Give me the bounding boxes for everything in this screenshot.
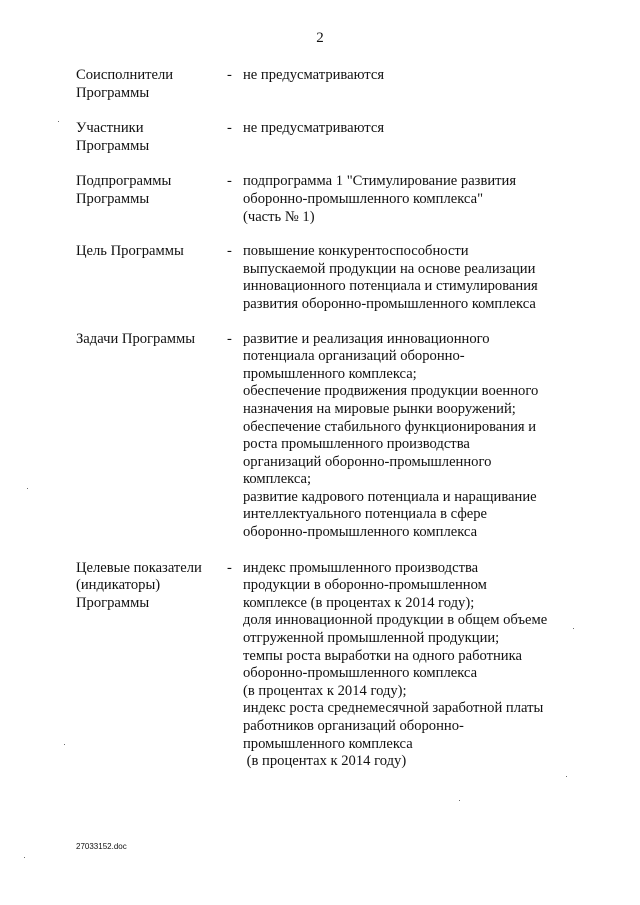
content-line: темпы роста выработки на одного работника: [243, 647, 522, 664]
row-label: [76, 243, 227, 261]
content-line: (в процентах к 2014 году): [243, 753, 407, 770]
scan-speck: [58, 121, 59, 122]
row-content: [243, 560, 596, 771]
scan-speck: [24, 857, 25, 858]
label-line: Программы: [76, 137, 150, 154]
content-line: (часть № 1): [243, 208, 315, 225]
row-dash: -: [227, 559, 232, 576]
label-line: Задачи Программы: [76, 330, 196, 347]
row-label: [76, 173, 227, 208]
row-label: [76, 67, 227, 102]
content-line: не предусматриваются: [243, 67, 385, 83]
content-line: повышение конкурентоспособности: [243, 243, 469, 260]
content-line: развитие и реализация инновационного: [243, 330, 490, 347]
row-content: [243, 173, 596, 226]
scan-speck: [566, 776, 567, 777]
row-label: [76, 560, 227, 613]
content-line: развития оборонно-промышленного комплекса: [243, 295, 536, 312]
content-line: индекс роста среднемесячной заработной платы: [243, 700, 544, 717]
label-line: Программы: [76, 190, 150, 207]
content-line: продукции в оборонно-промышленном: [243, 577, 487, 594]
row-participants: [76, 120, 596, 155]
row-dash: -: [227, 330, 232, 347]
row-content: [243, 67, 596, 85]
row-dash: -: [227, 173, 232, 190]
content-line: развитие кадрового потенциала и наращивание: [243, 488, 537, 505]
row-subprograms: [76, 173, 596, 226]
label-line: (индикаторы): [76, 577, 161, 594]
content-line: отгруженной промышленной продукции;: [243, 630, 500, 647]
row-dash: -: [227, 120, 232, 137]
content-line: назначения на мировые рынки вооружений;: [243, 400, 516, 417]
content-line: комплекса;: [243, 471, 312, 488]
content-line: выпускаемой продукции на основе реализации: [243, 260, 536, 277]
row-content: [243, 243, 596, 313]
content-line: комплексе (в процентах к 2014 году);: [243, 594, 475, 611]
row-content: [243, 120, 596, 138]
content-line: доля инновационной продукции в общем объеме: [243, 612, 548, 629]
label-line: Участники: [76, 120, 144, 137]
scan-speck: [27, 488, 28, 489]
row-tasks: [76, 331, 596, 542]
row-content: [243, 331, 596, 542]
content-line: организаций оборонно-промышленного: [243, 453, 492, 470]
row-target-indicators: [76, 560, 596, 771]
row-goal: [76, 243, 596, 313]
content-line: промышленного комплекса: [243, 735, 413, 752]
content-line: работников организаций оборонно-: [243, 718, 464, 734]
content-line: не предусматриваются: [243, 120, 385, 137]
content-line: подпрограмма 1 "Стимулирование развития: [243, 173, 517, 190]
content-line: оборонно-промышленного комплекса: [243, 524, 478, 541]
row-label: [76, 331, 227, 349]
content-line: инновационного потенциала и стимулирования: [243, 278, 538, 295]
content-line: интеллектуального потенциала в сфере: [243, 506, 488, 523]
footer-filename: 27033152.doc: [76, 842, 127, 851]
label-line: Цель Программы: [76, 243, 184, 260]
label-line: Подпрограммы: [76, 173, 172, 190]
label-line: Целевые показатели: [76, 559, 202, 576]
label-line: Программы: [76, 84, 150, 101]
content-line: роста промышленного производства: [243, 436, 470, 453]
content-line: индекс промышленного производства: [243, 559, 479, 576]
label-line: Соисполнители: [76, 67, 174, 83]
content-line: обеспечение продвижения продукции военного: [243, 383, 539, 400]
content-line: (в процентах к 2014 году);: [243, 682, 407, 699]
scan-speck: [64, 744, 65, 745]
content-line: промышленного комплекса;: [243, 365, 417, 382]
scan-speck: [573, 628, 574, 629]
scan-speck: [459, 800, 460, 801]
passport-table: [76, 67, 596, 771]
content-line: обеспечение стабильного функционирования и: [243, 418, 537, 435]
page-number: 2: [316, 30, 324, 46]
content-line: потенциала организаций оборонно-: [243, 348, 465, 365]
row-label: [76, 120, 227, 155]
row-dash: -: [227, 243, 232, 260]
row-co-executors: [76, 67, 596, 102]
label-line: Программы: [76, 594, 150, 611]
row-dash: -: [227, 67, 232, 83]
content-line: оборонно-промышленного комплекса: [243, 665, 478, 682]
content-line: оборонно-промышленного комплекса": [243, 190, 484, 207]
